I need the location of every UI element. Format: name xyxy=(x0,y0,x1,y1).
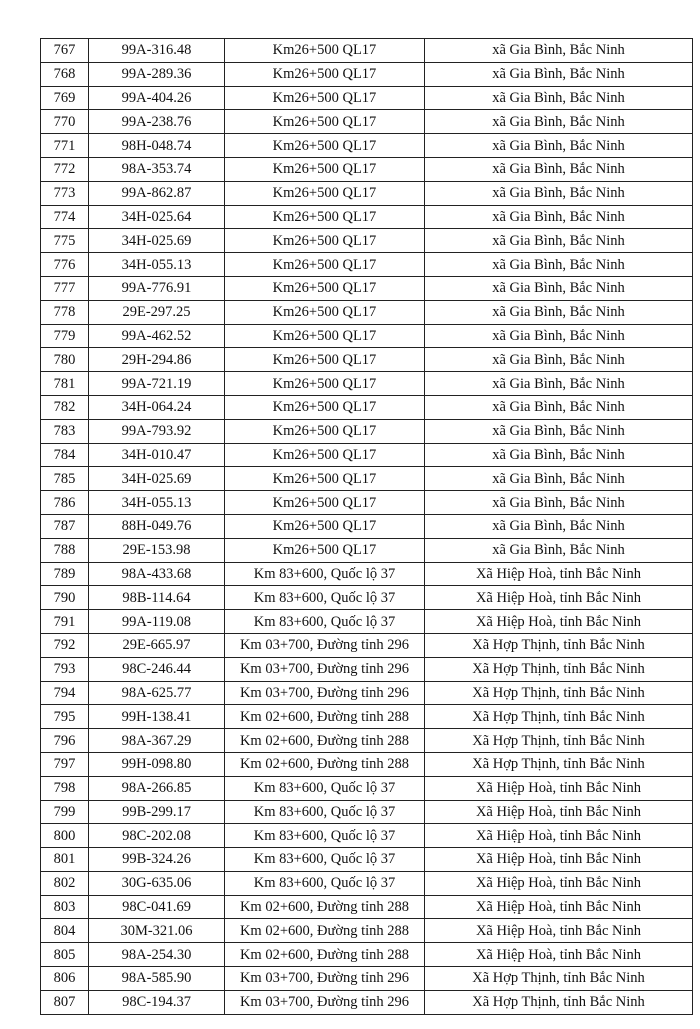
violation-location-cell: Km 83+600, Quốc lộ 37 xyxy=(225,824,425,848)
violation-location-cell: Km26+500 QL17 xyxy=(225,205,425,229)
locality-cell: Xã Hợp Thịnh, tỉnh Bắc Ninh xyxy=(425,633,693,657)
license-plate-cell: 30G-635.06 xyxy=(89,871,225,895)
locality-cell: Xã Hiệp Hoà, tỉnh Bắc Ninh xyxy=(425,848,693,872)
locality-cell: Xã Hợp Thịnh, tỉnh Bắc Ninh xyxy=(425,990,693,1014)
license-plate-cell: 99B-324.26 xyxy=(89,848,225,872)
locality-cell: Xã Hợp Thịnh, tỉnh Bắc Ninh xyxy=(425,705,693,729)
license-plate-cell: 34H-025.64 xyxy=(89,205,225,229)
locality-cell: Xã Hiệp Hoà, tỉnh Bắc Ninh xyxy=(425,800,693,824)
license-plate-cell: 34H-055.13 xyxy=(89,253,225,277)
row-number-cell: 767 xyxy=(41,39,89,63)
table-row xyxy=(41,871,693,895)
table-row xyxy=(41,443,693,467)
locality-cell: xã Gia Bình, Bắc Ninh xyxy=(425,491,693,515)
license-plate-cell: 29H-294.86 xyxy=(89,348,225,372)
violation-location-cell: Km 83+600, Quốc lộ 37 xyxy=(225,586,425,610)
license-plate-cell: 98C-194.37 xyxy=(89,990,225,1014)
locality-cell: Xã Hợp Thịnh, tỉnh Bắc Ninh xyxy=(425,752,693,776)
locality-cell: xã Gia Bình, Bắc Ninh xyxy=(425,419,693,443)
violation-location-cell: Km26+500 QL17 xyxy=(225,157,425,181)
license-plate-cell: 99A-793.92 xyxy=(89,419,225,443)
violation-location-cell: Km26+500 QL17 xyxy=(225,419,425,443)
row-number-cell: 795 xyxy=(41,705,89,729)
row-number-cell: 803 xyxy=(41,895,89,919)
table-row xyxy=(41,229,693,253)
locality-cell: xã Gia Bình, Bắc Ninh xyxy=(425,134,693,158)
table-row xyxy=(41,419,693,443)
license-plate-cell: 98C-246.44 xyxy=(89,657,225,681)
table-row xyxy=(41,467,693,491)
locality-cell: xã Gia Bình, Bắc Ninh xyxy=(425,253,693,277)
table-row xyxy=(41,276,693,300)
table-row xyxy=(41,919,693,943)
table-row xyxy=(41,610,693,634)
license-plate-cell: 30M-321.06 xyxy=(89,919,225,943)
license-plate-cell: 34H-055.13 xyxy=(89,491,225,515)
row-number-cell: 783 xyxy=(41,419,89,443)
violation-table xyxy=(40,38,693,1015)
table-row xyxy=(41,967,693,991)
violation-location-cell: Km 83+600, Quốc lộ 37 xyxy=(225,848,425,872)
table-row xyxy=(41,705,693,729)
row-number-cell: 781 xyxy=(41,372,89,396)
row-number-cell: 779 xyxy=(41,324,89,348)
locality-cell: Xã Hợp Thịnh, tỉnh Bắc Ninh xyxy=(425,657,693,681)
table-row xyxy=(41,395,693,419)
row-number-cell: 797 xyxy=(41,752,89,776)
license-plate-cell: 99A-721.19 xyxy=(89,372,225,396)
locality-cell: Xã Hiệp Hoà, tỉnh Bắc Ninh xyxy=(425,776,693,800)
row-number-cell: 775 xyxy=(41,229,89,253)
license-plate-cell: 98H-048.74 xyxy=(89,134,225,158)
license-plate-cell: 29E-153.98 xyxy=(89,538,225,562)
violation-location-cell: Km 03+700, Đường tỉnh 296 xyxy=(225,657,425,681)
table-row xyxy=(41,657,693,681)
table-row xyxy=(41,514,693,538)
row-number-cell: 772 xyxy=(41,157,89,181)
license-plate-cell: 98A-367.29 xyxy=(89,729,225,753)
license-plate-cell: 99H-138.41 xyxy=(89,705,225,729)
row-number-cell: 802 xyxy=(41,871,89,895)
table-row xyxy=(41,800,693,824)
row-number-cell: 796 xyxy=(41,729,89,753)
violation-location-cell: Km26+500 QL17 xyxy=(225,134,425,158)
table-row xyxy=(41,110,693,134)
locality-cell: Xã Hiệp Hoà, tỉnh Bắc Ninh xyxy=(425,610,693,634)
violation-location-cell: Km 03+700, Đường tỉnh 296 xyxy=(225,990,425,1014)
locality-cell: xã Gia Bình, Bắc Ninh xyxy=(425,39,693,63)
row-number-cell: 799 xyxy=(41,800,89,824)
row-number-cell: 798 xyxy=(41,776,89,800)
table-row xyxy=(41,776,693,800)
table-row xyxy=(41,39,693,63)
table-row xyxy=(41,348,693,372)
violation-location-cell: Km26+500 QL17 xyxy=(225,395,425,419)
locality-cell: xã Gia Bình, Bắc Ninh xyxy=(425,348,693,372)
violation-location-cell: Km 83+600, Quốc lộ 37 xyxy=(225,562,425,586)
row-number-cell: 773 xyxy=(41,181,89,205)
locality-cell: xã Gia Bình, Bắc Ninh xyxy=(425,443,693,467)
violation-location-cell: Km26+500 QL17 xyxy=(225,372,425,396)
license-plate-cell: 98A-254.30 xyxy=(89,943,225,967)
license-plate-cell: 99A-462.52 xyxy=(89,324,225,348)
row-number-cell: 788 xyxy=(41,538,89,562)
table-row xyxy=(41,562,693,586)
table-row xyxy=(41,134,693,158)
license-plate-cell: 98A-625.77 xyxy=(89,681,225,705)
row-number-cell: 789 xyxy=(41,562,89,586)
violation-location-cell: Km 83+600, Quốc lộ 37 xyxy=(225,871,425,895)
table-row xyxy=(41,681,693,705)
row-number-cell: 794 xyxy=(41,681,89,705)
license-plate-cell: 99A-862.87 xyxy=(89,181,225,205)
table-row xyxy=(41,205,693,229)
violation-location-cell: Km26+500 QL17 xyxy=(225,538,425,562)
locality-cell: Xã Hợp Thịnh, tỉnh Bắc Ninh xyxy=(425,729,693,753)
violation-table-body xyxy=(41,39,693,1015)
table-row xyxy=(41,633,693,657)
row-number-cell: 769 xyxy=(41,86,89,110)
locality-cell: xã Gia Bình, Bắc Ninh xyxy=(425,205,693,229)
table-row xyxy=(41,752,693,776)
locality-cell: xã Gia Bình, Bắc Ninh xyxy=(425,157,693,181)
locality-cell: Xã Hiệp Hoà, tỉnh Bắc Ninh xyxy=(425,824,693,848)
row-number-cell: 784 xyxy=(41,443,89,467)
locality-cell: xã Gia Bình, Bắc Ninh xyxy=(425,324,693,348)
license-plate-cell: 99A-119.08 xyxy=(89,610,225,634)
table-row xyxy=(41,586,693,610)
row-number-cell: 791 xyxy=(41,610,89,634)
violation-location-cell: Km 83+600, Quốc lộ 37 xyxy=(225,800,425,824)
locality-cell: Xã Hiệp Hoà, tỉnh Bắc Ninh xyxy=(425,919,693,943)
table-row xyxy=(41,943,693,967)
violation-location-cell: Km26+500 QL17 xyxy=(225,324,425,348)
license-plate-cell: 34H-025.69 xyxy=(89,229,225,253)
row-number-cell: 787 xyxy=(41,514,89,538)
violation-location-cell: Km26+500 QL17 xyxy=(225,62,425,86)
row-number-cell: 792 xyxy=(41,633,89,657)
violation-location-cell: Km 02+600, Đường tỉnh 288 xyxy=(225,943,425,967)
locality-cell: xã Gia Bình, Bắc Ninh xyxy=(425,86,693,110)
table-row xyxy=(41,372,693,396)
license-plate-cell: 98C-041.69 xyxy=(89,895,225,919)
license-plate-cell: 98C-202.08 xyxy=(89,824,225,848)
license-plate-cell: 98A-266.85 xyxy=(89,776,225,800)
locality-cell: xã Gia Bình, Bắc Ninh xyxy=(425,62,693,86)
table-row xyxy=(41,86,693,110)
violation-location-cell: Km26+500 QL17 xyxy=(225,443,425,467)
locality-cell: xã Gia Bình, Bắc Ninh xyxy=(425,276,693,300)
license-plate-cell: 99A-404.26 xyxy=(89,86,225,110)
violation-location-cell: Km26+500 QL17 xyxy=(225,110,425,134)
row-number-cell: 800 xyxy=(41,824,89,848)
locality-cell: Xã Hợp Thịnh, tỉnh Bắc Ninh xyxy=(425,967,693,991)
row-number-cell: 804 xyxy=(41,919,89,943)
locality-cell: xã Gia Bình, Bắc Ninh xyxy=(425,110,693,134)
violation-location-cell: Km26+500 QL17 xyxy=(225,181,425,205)
table-row xyxy=(41,824,693,848)
violation-location-cell: Km 03+700, Đường tỉnh 296 xyxy=(225,681,425,705)
violation-location-cell: Km26+500 QL17 xyxy=(225,276,425,300)
violation-location-cell: Km26+500 QL17 xyxy=(225,491,425,515)
table-row xyxy=(41,300,693,324)
locality-cell: Xã Hiệp Hoà, tỉnh Bắc Ninh xyxy=(425,895,693,919)
table-row xyxy=(41,538,693,562)
locality-cell: Xã Hiệp Hoà, tỉnh Bắc Ninh xyxy=(425,586,693,610)
violation-location-cell: Km 83+600, Quốc lộ 37 xyxy=(225,776,425,800)
locality-cell: xã Gia Bình, Bắc Ninh xyxy=(425,395,693,419)
violation-location-cell: Km26+500 QL17 xyxy=(225,514,425,538)
violation-location-cell: Km26+500 QL17 xyxy=(225,86,425,110)
locality-cell: xã Gia Bình, Bắc Ninh xyxy=(425,514,693,538)
license-plate-cell: 29E-665.97 xyxy=(89,633,225,657)
violation-location-cell: Km26+500 QL17 xyxy=(225,348,425,372)
row-number-cell: 807 xyxy=(41,990,89,1014)
table-row xyxy=(41,990,693,1014)
license-plate-cell: 34H-025.69 xyxy=(89,467,225,491)
row-number-cell: 782 xyxy=(41,395,89,419)
license-plate-cell: 88H-049.76 xyxy=(89,514,225,538)
table-row xyxy=(41,324,693,348)
license-plate-cell: 99H-098.80 xyxy=(89,752,225,776)
row-number-cell: 801 xyxy=(41,848,89,872)
row-number-cell: 790 xyxy=(41,586,89,610)
row-number-cell: 805 xyxy=(41,943,89,967)
row-number-cell: 768 xyxy=(41,62,89,86)
violation-location-cell: Km 02+600, Đường tỉnh 288 xyxy=(225,729,425,753)
table-row xyxy=(41,848,693,872)
violation-location-cell: Km26+500 QL17 xyxy=(225,467,425,491)
violation-location-cell: Km 83+600, Quốc lộ 37 xyxy=(225,610,425,634)
license-plate-cell: 99B-299.17 xyxy=(89,800,225,824)
violation-location-cell: Km 02+600, Đường tỉnh 288 xyxy=(225,705,425,729)
license-plate-cell: 98A-585.90 xyxy=(89,967,225,991)
row-number-cell: 771 xyxy=(41,134,89,158)
violation-location-cell: Km26+500 QL17 xyxy=(225,39,425,63)
row-number-cell: 793 xyxy=(41,657,89,681)
violation-location-cell: Km 03+700, Đường tỉnh 296 xyxy=(225,633,425,657)
locality-cell: xã Gia Bình, Bắc Ninh xyxy=(425,300,693,324)
license-plate-cell: 98B-114.64 xyxy=(89,586,225,610)
table-row xyxy=(41,181,693,205)
license-plate-cell: 98A-353.74 xyxy=(89,157,225,181)
license-plate-cell: 29E-297.25 xyxy=(89,300,225,324)
locality-cell: Xã Hiệp Hoà, tỉnh Bắc Ninh xyxy=(425,943,693,967)
row-number-cell: 806 xyxy=(41,967,89,991)
row-number-cell: 770 xyxy=(41,110,89,134)
row-number-cell: 785 xyxy=(41,467,89,491)
table-row xyxy=(41,253,693,277)
row-number-cell: 774 xyxy=(41,205,89,229)
license-plate-cell: 99A-776.91 xyxy=(89,276,225,300)
license-plate-cell: 99A-289.36 xyxy=(89,62,225,86)
violation-location-cell: Km26+500 QL17 xyxy=(225,253,425,277)
table-row xyxy=(41,157,693,181)
violation-location-cell: Km 03+700, Đường tỉnh 296 xyxy=(225,967,425,991)
license-plate-cell: 99A-316.48 xyxy=(89,39,225,63)
locality-cell: Xã Hợp Thịnh, tỉnh Bắc Ninh xyxy=(425,681,693,705)
locality-cell: xã Gia Bình, Bắc Ninh xyxy=(425,229,693,253)
violation-location-cell: Km 02+600, Đường tỉnh 288 xyxy=(225,919,425,943)
row-number-cell: 776 xyxy=(41,253,89,277)
license-plate-cell: 34H-010.47 xyxy=(89,443,225,467)
locality-cell: Xã Hiệp Hoà, tỉnh Bắc Ninh xyxy=(425,871,693,895)
table-row xyxy=(41,62,693,86)
violation-location-cell: Km 02+600, Đường tỉnh 288 xyxy=(225,895,425,919)
locality-cell: xã Gia Bình, Bắc Ninh xyxy=(425,467,693,491)
violation-location-cell: Km26+500 QL17 xyxy=(225,229,425,253)
violation-location-cell: Km26+500 QL17 xyxy=(225,300,425,324)
license-plate-cell: 98A-433.68 xyxy=(89,562,225,586)
row-number-cell: 780 xyxy=(41,348,89,372)
locality-cell: Xã Hiệp Hoà, tỉnh Bắc Ninh xyxy=(425,562,693,586)
table-row xyxy=(41,895,693,919)
license-plate-cell: 99A-238.76 xyxy=(89,110,225,134)
locality-cell: xã Gia Bình, Bắc Ninh xyxy=(425,372,693,396)
locality-cell: xã Gia Bình, Bắc Ninh xyxy=(425,181,693,205)
table-row xyxy=(41,729,693,753)
row-number-cell: 777 xyxy=(41,276,89,300)
license-plate-cell: 34H-064.24 xyxy=(89,395,225,419)
row-number-cell: 786 xyxy=(41,491,89,515)
row-number-cell: 778 xyxy=(41,300,89,324)
table-row xyxy=(41,491,693,515)
violation-location-cell: Km 02+600, Đường tỉnh 288 xyxy=(225,752,425,776)
locality-cell: xã Gia Bình, Bắc Ninh xyxy=(425,538,693,562)
